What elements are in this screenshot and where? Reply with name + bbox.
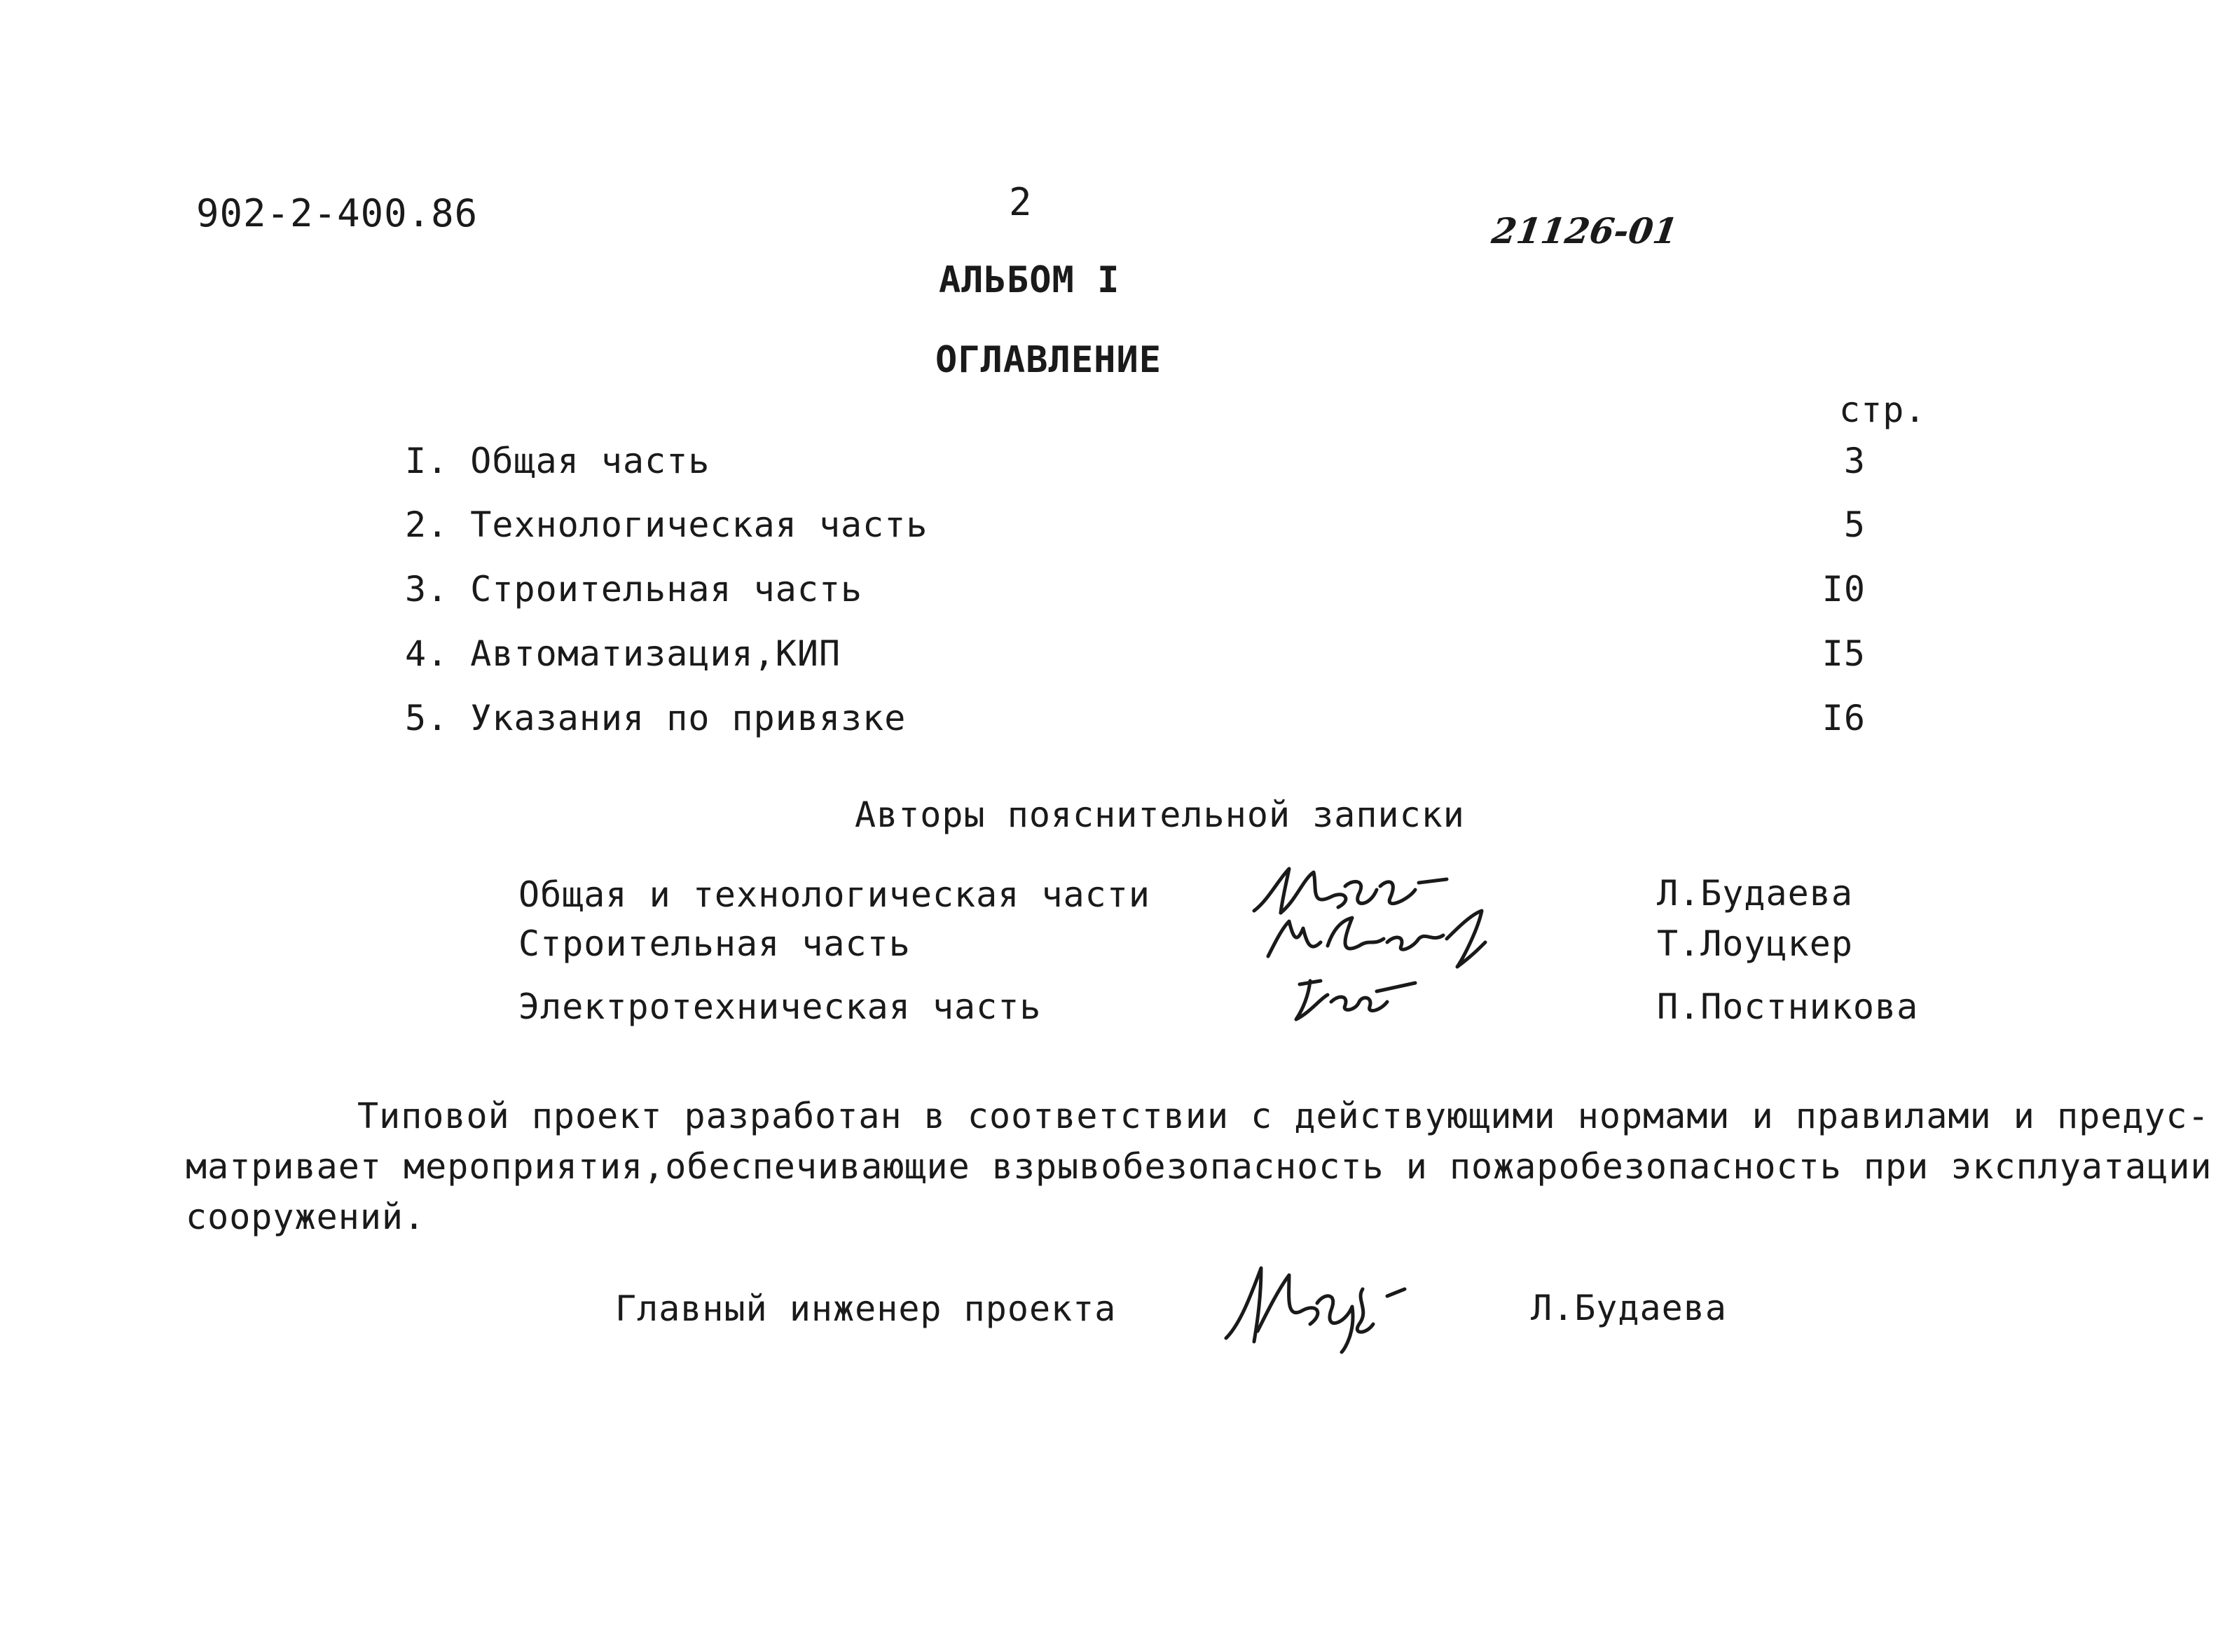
author-name: Т.Лоуцкер: [1657, 923, 1853, 964]
toc-item: [0, 504, 2230, 549]
chief-title: Главный инженер проекта: [615, 1288, 1117, 1329]
toc-item-page: I0: [1822, 569, 1866, 610]
statement-line: Типовой проект разработан в соответствии с действующими нормами и правилами и предус-: [357, 1096, 2210, 1136]
toc-item-label: I. Общая часть: [405, 441, 710, 481]
author-row: [0, 986, 2230, 1031]
signature-loutsker: [1261, 907, 1492, 977]
author-name: П.Постникова: [1657, 986, 1919, 1027]
toc-item-label: 3. Строительная часть: [405, 569, 863, 610]
author-row: [0, 923, 2230, 968]
toc-item: [0, 698, 2230, 743]
signature-chief: [1219, 1254, 1408, 1352]
author-part: Строительная часть: [518, 923, 911, 964]
page-number: 2: [1009, 180, 1033, 224]
toc-item-page: 5: [1843, 504, 1866, 545]
toc-item-page: 3: [1843, 441, 1866, 481]
toc-item: [0, 569, 2230, 614]
author-name: Л.Будаева: [1657, 873, 1853, 914]
toc-item: [0, 633, 2230, 678]
inventory-number: 21126-01: [1489, 210, 1681, 252]
statement-line: сооружений.: [186, 1197, 426, 1237]
statement-line: матривает мероприятия,обеспечивающие взрывобезопасность и пожаробезопасность при эксплуатации: [186, 1146, 2212, 1187]
album-title: АЛЬБОМ I: [939, 259, 1120, 301]
author-part: Электротехническая часть: [518, 986, 1042, 1027]
doc-code: 902-2-400.86: [196, 191, 479, 235]
author-row: [0, 873, 2230, 919]
toc-title: ОГЛАВЛЕНИЕ: [935, 339, 1162, 381]
author-part: Общая и технологическая части: [518, 874, 1150, 915]
toc-item-label: 4. Автоматизация,КИП: [405, 633, 841, 674]
authors-title: Авторы пояснительной записки: [855, 794, 1465, 835]
toc-item: [0, 443, 2230, 486]
signature-postnikova: [1289, 970, 1422, 1026]
toc-page-col-header: стр.: [1839, 390, 1927, 430]
toc-item-label: 2. Технологическая часть: [405, 504, 928, 545]
toc-item-label: 5. Указания по привязке: [405, 698, 907, 738]
toc-item-page: I5: [1822, 633, 1866, 674]
chief-name: Л.Будаева: [1531, 1288, 1727, 1328]
toc-item-page: I6: [1822, 698, 1866, 738]
